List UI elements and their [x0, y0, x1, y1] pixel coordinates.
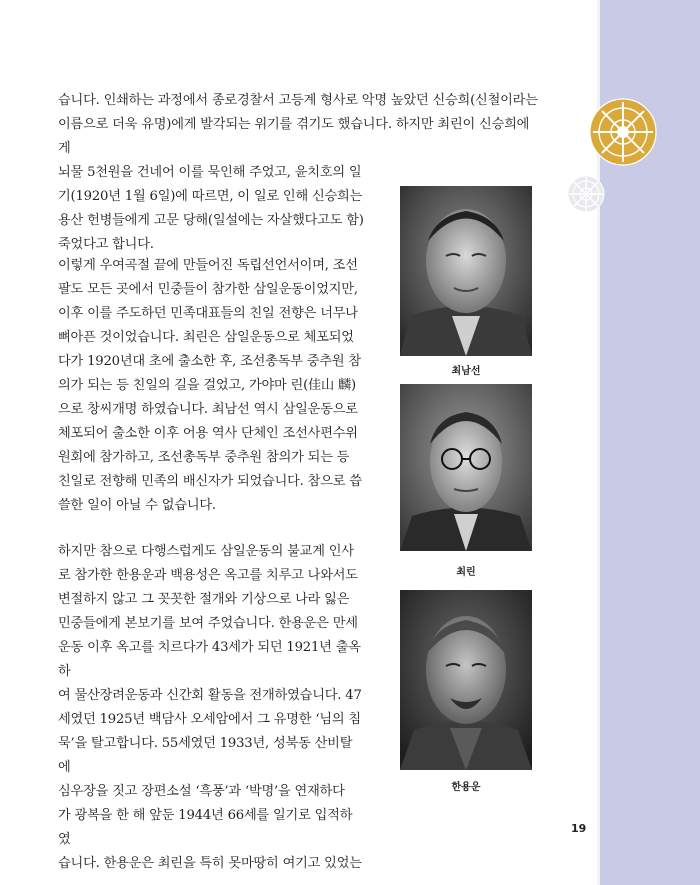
portrait-caption: 최남선: [451, 366, 481, 377]
body-paragraph: 이렇게 우여곡절 끝에 만들어진 독립선언서이며, 조선 팔도 모든 곳에서 민중들이 참가한 삼일운동이었지만, 이후 이를 주도하던 민족대표들의 친일 전향은 너무나 뼈아픈 것이었습니다. 최린은 삼일운동으로 체포되었 다가 1920년대 초에 출소한 후, 조선총독부 중추원 참 의가 되는 등 친일의 길을 걸었고, 가야마 린(佳山 麟) 으로 창씨개명 하였습니다. 최남선 역시 삼일운동으로 체포되어 출소한 이후 어용 역사 단체인 조선사편수위 원회에 참가하고, 조선총독부 중추원 참의가 되는 등 친일로 전향해 민족의 배신자가 되었습니다. 참으로 씁 쓸한 일이 아닐 수 없습니다.: [58, 258, 362, 513]
dharma-wheel-small-icon: [566, 174, 606, 214]
portrait-caption: 한용운: [451, 782, 481, 793]
dharma-wheel-icon: [588, 97, 658, 167]
body-paragraph: 습니다. 인쇄하는 과정에서 종로경찰서 고등계 형사로 악명 높았던 신승희(신철이라는 이름으로 더욱 유명)에게 발각되는 위기를 겪기도 했습니다. 하지만 최린이 신승희에게 뇌물 5천원을 건네어 이를 묵인해 주었고, 윤치호의 일 기(1920년 1월 6일)에 따르면, 이 일로 인해 신승희는 용산 헌병들에게 고문 당해(일설에는 자살했다고도 함) 죽었다고 합니다.: [58, 93, 538, 252]
portrait-photo: [400, 590, 532, 770]
portrait-photo: [400, 384, 532, 551]
page-number: 19: [571, 822, 587, 835]
portrait-caption: 최린: [456, 567, 476, 578]
portrait-photo: [400, 186, 532, 356]
body-paragraph: 하지만 참으로 다행스럽게도 삼일운동의 불교계 인사 로 참가한 한용운과 백용성은 옥고를 치루고 나와서도 변절하지 않고 그 꼿꼿한 절개와 기상으로 나라 잃은 민중들에게 본보기를 보여 주었습니다. 한용운은 만세 운동 이후 옥고를 치르다가 43세가 되던 1921년 출옥하 여 물산장려운동과 신간회 활동을 전개하였습니다. 47 세였던 1925년 백담사 오세암에서 그 유명한 ‘님의 침 묵’을 탈고합니다. 55세였던 1933년, 성북동 산비탈에 심우장을 짓고 장편소설 ‘흑풍’과 ‘박명’을 연재하다 가 광복을 한 해 앞둔 1944년 66세를 일기로 입적하였 습니다. 한용운은 최린을 특히 못마땅히 여기고 있었는: [58, 544, 362, 871]
